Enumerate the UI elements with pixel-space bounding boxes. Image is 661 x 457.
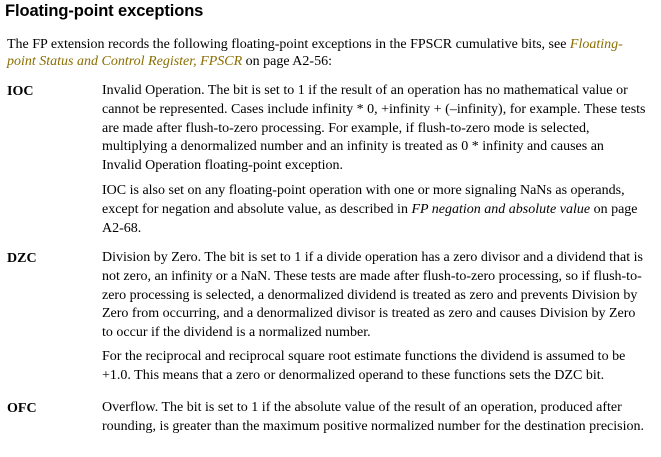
intro-page-ref: on page A2-56: (242, 54, 332, 69)
ioc-signaling-nan-note (102, 182, 647, 238)
ioc-note-text: IOC is also set on any floating-point operation with one or more signaling NaNs as operands, except for negation and absolute value, as described in (102, 183, 625, 217)
term-ofc: OFC (7, 401, 37, 416)
intro-paragraph (7, 36, 647, 70)
term-ioc: IOC (7, 84, 34, 99)
fp-negation-reference: FP negation and absolute value (411, 201, 591, 217)
ofc-definition: Overflow. The bit is set to 1 if the absolute value of the result of an operation, produced after rounding, is greater than the maximum positive normalized number for the destination precision. (102, 400, 644, 434)
dzc-definition: Division by Zero. The bit is set to 1 if a divide operation has a zero divisor and a dividend that is not zero, an infinity or a NaN. These tests are made after flush-to-zero processing, so if flush-to-zero processing is selected, a denormalized dividend is treated as zero and prevents Division by Zero from occurring, and a denormalized divisor is treated as zero and causes Division by Zero to occur if the dividend is a normalized number. (102, 250, 643, 341)
ioc-definition: Invalid Operation. The bit is set to 1 if the result of an operation has no mathematical value or cannot be represented. Cases include infinity * 0, +infinity + (–infinity), for example. These tests are made after flush-to-zero processing. For example, if flush-to-zero mode is selected, multiplying a denormalized number and an infinity is treated as 0 * infinity and causes an Invalid Operation floating-point exception. (102, 83, 646, 174)
term-dzc: DZC (7, 251, 37, 266)
ioc-note-page-ref: on page A2-68. (102, 201, 638, 236)
fpscr-reference-link[interactable]: Floating-point Status and Control Register, FPSCR (7, 37, 623, 69)
intro-text: The FP extension records the following floating-point exceptions in the FPSCR cumulative bits, see (7, 37, 570, 52)
dzc-reciprocal-note: For the reciprocal and reciprocal square root estimate functions the dividend is assumed to be +1.0. This means that a zero or denormalized operand to these functions sets the DZC bit. (102, 349, 626, 383)
section-heading: Floating-point exceptions (5, 2, 204, 20)
